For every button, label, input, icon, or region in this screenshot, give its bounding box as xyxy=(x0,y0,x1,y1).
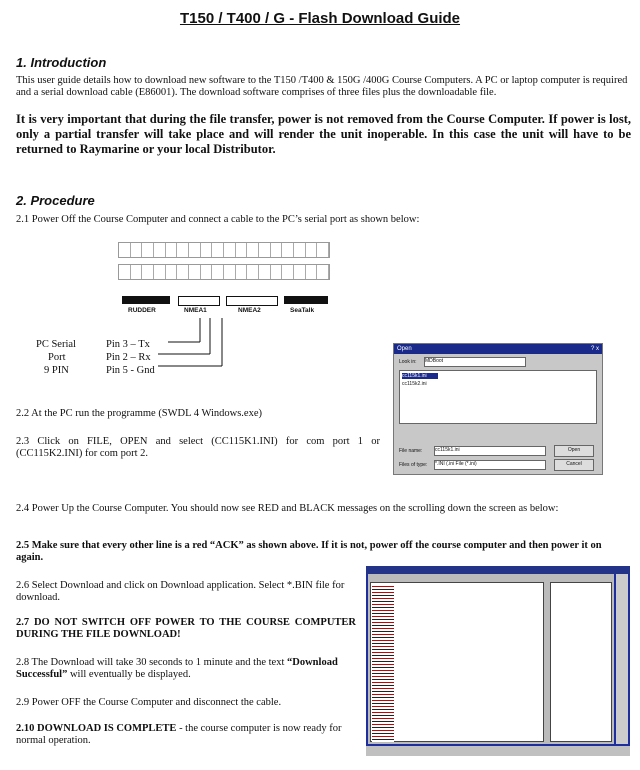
rudder-label: RUDDER xyxy=(128,307,156,314)
open-file-dialog xyxy=(393,343,603,475)
download-complete-text: 2.10 DOWNLOAD IS COMPLETE xyxy=(16,723,177,734)
port-label: Port xyxy=(48,352,66,363)
nmea1-label: NMEA1 xyxy=(184,307,207,314)
cancel-button[interactable]: Cancel xyxy=(554,459,594,471)
dialog-title: Open xyxy=(397,346,412,352)
pc-serial-label: PC Serial xyxy=(36,339,76,350)
nmea2-terminals xyxy=(226,296,278,306)
file-item[interactable]: cc115k1.ini xyxy=(402,373,438,379)
rudder-terminals xyxy=(122,296,170,304)
nmea1-terminals xyxy=(178,296,220,306)
step-2-2: 2.2 At the PC run the programme (SWDL 4 Windows.exe) xyxy=(16,408,262,419)
log-lines xyxy=(372,584,394,742)
look-in-select[interactable]: MDBoot xyxy=(424,357,526,367)
file-type-select[interactable]: *.INI (.ini File (*.ini) xyxy=(434,460,546,470)
step-2-10-tail: - the course computer is now ready for normal operation. xyxy=(16,723,342,746)
section-heading-introduction: 1. Introduction xyxy=(16,55,107,70)
step-2-8-text: 2.8 The Download will take 30 seconds to 1 minute and the text xyxy=(16,657,285,668)
file-name-input[interactable]: cc115k1.ini xyxy=(434,446,546,456)
file-list[interactable] xyxy=(399,370,597,424)
step-2-8 xyxy=(16,657,356,681)
step-2-3: 2.3 Click on FILE, OPEN and select (CC115K1.INI) for com port 1 or (CC115K2.INI) for com port 2. xyxy=(16,436,380,459)
terminal-block-bottom xyxy=(118,264,330,280)
course-computer-connector xyxy=(118,242,338,330)
desktop-scrollbar[interactable] xyxy=(616,574,628,744)
step-2-7: 2.7 DO NOT SWITCH OFF POWER TO THE COURSE COMPUTER DURING THE FILE DOWNLOAD! xyxy=(16,617,356,640)
file-name-label: File name: xyxy=(399,448,423,454)
download-program-screenshot xyxy=(366,566,630,756)
open-button[interactable]: Open xyxy=(554,445,594,457)
program-titlebar xyxy=(366,566,630,574)
file-type-label: Files of type: xyxy=(399,462,428,468)
step-2-10 xyxy=(16,723,356,747)
dialog-help-close[interactable]: ? x xyxy=(590,346,599,352)
step-2-5: 2.5 Make sure that every other line is a red “ACK” as shown above. If it is not, power off the course computer and then power it on again. xyxy=(16,540,602,563)
look-in-label: Look in: xyxy=(399,359,417,365)
taskbar xyxy=(366,746,630,756)
page-title: T150 / T400 / G - Flash Download Guide xyxy=(179,10,461,27)
nine-pin-label: 9 PIN xyxy=(44,365,69,376)
download-successful-text: “Download Successful” xyxy=(16,657,338,680)
step-2-8-tail: will eventually be displayed. xyxy=(67,669,191,680)
section-heading-procedure: 2. Procedure xyxy=(16,193,95,208)
dialog-titlebar xyxy=(394,344,602,354)
side-pane xyxy=(550,582,612,742)
seatalk-label: SeaTalk xyxy=(290,307,315,314)
seatalk-terminals xyxy=(284,296,328,304)
file-item[interactable]: cc115k2.ini xyxy=(402,381,427,387)
nmea2-label: NMEA2 xyxy=(238,307,261,314)
intro-paragraph: This user guide details how to download new software to the T150 /T400 & 150G /400G Course Computers. A PC or laptop computer is required and a serial download cable (E86001). The download software comprises of three files plus the downloadable file. xyxy=(16,75,628,98)
pin3-label: Pin 3 – Tx xyxy=(106,339,150,350)
pin5-label: Pin 5 - Gnd xyxy=(106,365,155,376)
pin2-label: Pin 2 – Rx xyxy=(106,352,151,363)
message-log xyxy=(370,582,544,742)
step-2-6: 2.6 Select Download and click on Download application. Select *.BIN file for download. xyxy=(16,580,345,603)
step-2-4: 2.4 Power Up the Course Computer. You should now see RED and BLACK messages on the scrolling down the screen as below: xyxy=(16,503,559,514)
step-2-9: 2.9 Power OFF the Course Computer and disconnect the cable. xyxy=(16,697,282,708)
step-2-1: 2.1 Power Off the Course Computer and connect a cable to the PC’s serial port as shown below: xyxy=(16,214,420,225)
terminal-block-top xyxy=(118,242,330,258)
warning-paragraph: It is very important that during the file transfer, power is not removed from the Course Computer. If power is lost, only a partial transfer will take place and will render the unit inoperable. In this case the unit will have to be returned to Raymarine or your local Distributor. xyxy=(16,112,631,156)
